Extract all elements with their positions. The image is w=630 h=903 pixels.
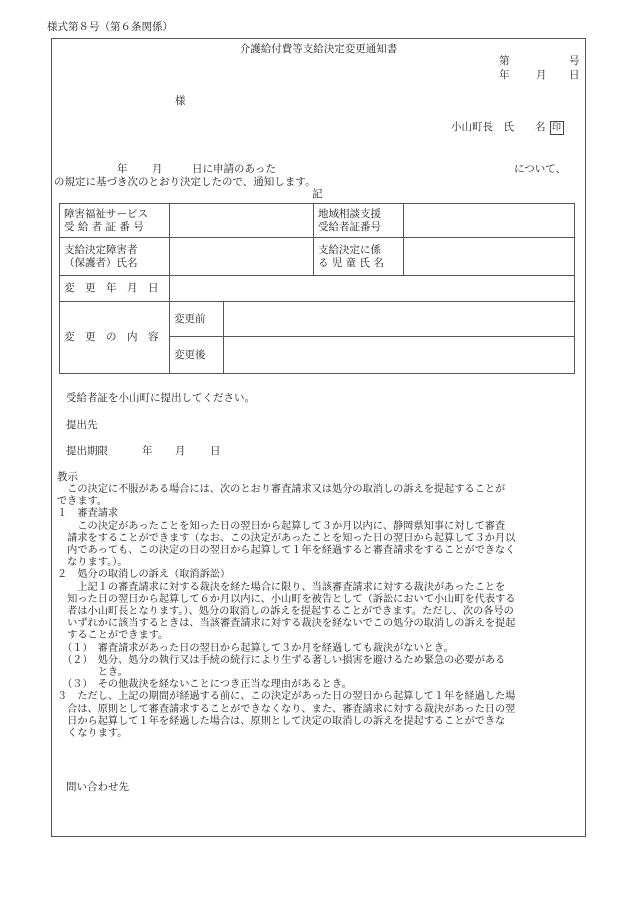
submit-to-label: 提出先	[66, 419, 98, 431]
change-date-label: 変 更 年 月 日	[60, 276, 170, 302]
notice-line: ２ 処分の取消しの訴え（取消訴訟）	[57, 569, 231, 581]
child-name-label	[314, 238, 404, 276]
inquiry-label: 問い合わせ先	[66, 781, 129, 793]
notice-line: この決定に不服がある場合には、次のとおり審査請求又は処分の取消しの訴えを提起することが	[57, 484, 506, 495]
consult-number-label	[314, 204, 404, 238]
form-number: 様式第８号（第６条関係）	[47, 21, 173, 33]
ki-mark: 記	[312, 188, 323, 200]
child-name-field[interactable]	[404, 238, 575, 276]
notice-line: 請求をすることができます（なお、この決定があったことを知った日の翌日から起算して３か月以	[57, 532, 516, 544]
person-name-label-line1: 支給決定障害者	[64, 243, 138, 256]
notice-heading: 教示	[57, 471, 78, 483]
deadline-year: 年	[142, 445, 153, 457]
intro-year: 年	[117, 163, 128, 175]
notice-line: できます。	[57, 496, 108, 508]
notice-line: １ 審査請求	[57, 508, 119, 520]
notice-line: （３） その他裁決を経ないことにつき正当な理由があるとき。	[57, 679, 352, 691]
change-after-field[interactable]	[224, 337, 575, 374]
deadline-month: 月	[175, 445, 186, 457]
notice-body	[57, 484, 515, 740]
deadline-label: 提出期限	[66, 445, 108, 457]
doc-number-prefix: 第	[499, 55, 510, 67]
notice-line: とき。	[57, 667, 128, 679]
person-name-label-line2: （保護者）氏名	[64, 256, 138, 269]
intro-application: 日に申請のあった	[192, 163, 276, 175]
consult-number-label-line1: 地域相談支援	[318, 207, 381, 220]
notice-line: 上記１の審査請求に対する裁決を経た場合に限り、当該審査請求に対する裁決があったことを	[57, 581, 506, 593]
change-date-field[interactable]	[170, 276, 575, 302]
notice-line: 知った日の翌日から起算して６か月以内に、小山町を被告として（訴訟において小山町を代表する	[57, 593, 516, 605]
issuer-name: 小山町長 氏 名	[451, 121, 546, 133]
date-year: 年	[499, 69, 510, 81]
notice-line: 合は、原則として審査請求することができなくなり、また、審査請求に対する裁決があった日の翌	[57, 703, 516, 715]
notice-line: （１） 審査請求があった日の翌日から起算して３か月を経過しても裁決がないとき。	[57, 642, 454, 654]
recipient-number-label-line2: 受 給 者 証 番 号	[64, 220, 144, 233]
consult-number-field[interactable]	[404, 204, 575, 238]
notice-line: いずれかに該当するときは、当該審査請求に対する裁決を経ないでこの処分の取消しの訴えを提起	[57, 618, 516, 630]
date-day: 日	[569, 69, 580, 81]
doc-number-suffix: 号	[569, 55, 580, 67]
decision-table	[59, 203, 575, 374]
change-before-label: 変更前	[170, 302, 224, 337]
notice-line: 日から起算して１年を経過した場合は、原則として決定の取消しの訴えを提起することができな	[57, 715, 506, 727]
notice-line: ３ ただし、上記の期間が経過する前に、この決定があった日の翌日から起算して１年を経過した場	[57, 691, 516, 703]
change-after-label: 変更後	[170, 337, 224, 374]
issuer	[451, 121, 564, 135]
recipient-number-field[interactable]	[170, 204, 314, 238]
person-name-label	[60, 238, 170, 276]
notice-line: 者は小山町長となります。）、処分の取消しの訴えを提起することができます。ただし、次の各号の	[57, 606, 514, 618]
change-before-field[interactable]	[224, 302, 575, 337]
intro-month: 月	[152, 163, 163, 175]
notice-line: くなります。	[57, 728, 128, 740]
intro-regarding: について、	[514, 163, 567, 175]
document-title: 介護給付費等支給決定変更通知書	[239, 43, 398, 55]
recipient-number-label	[60, 204, 170, 238]
recipient-number-label-line1: 障害福祉サービス	[64, 207, 148, 220]
intro-line-2: の規定に基づき次のとおり決定したので、通知します。	[54, 176, 316, 188]
deadline-day: 日	[210, 445, 221, 457]
addressee-suffix: 様	[175, 95, 186, 107]
seal-mark: 印	[550, 121, 564, 135]
child-name-label-line1: 支給決定に係	[318, 243, 381, 256]
change-content-label: 変 更 の 内 容	[60, 302, 170, 374]
notice-line: することができます。	[57, 630, 169, 642]
notice-line: この決定があったことを知った日の翌日から起算して３か月以内に、静岡県知事に対して審査	[57, 520, 506, 532]
date-month: 月	[536, 69, 547, 81]
consult-number-label-line2: 受給者証番号	[318, 220, 381, 233]
child-name-label-line2: る 児 童 氏 名	[318, 256, 384, 269]
submit-note: 受給者証を小山町に提出してください。	[66, 392, 255, 404]
notice-line: なります。）。	[57, 557, 128, 569]
person-name-field[interactable]	[170, 238, 314, 276]
notice-line: （２） 処分、処分の執行又は手続の続行により生ずる著しい損害を避けるため緊急の必要がある	[57, 654, 506, 666]
notice-line: 内であっても、この決定の日の翌日から起算して１年を経過すると審査請求をすることができなく	[57, 545, 516, 557]
